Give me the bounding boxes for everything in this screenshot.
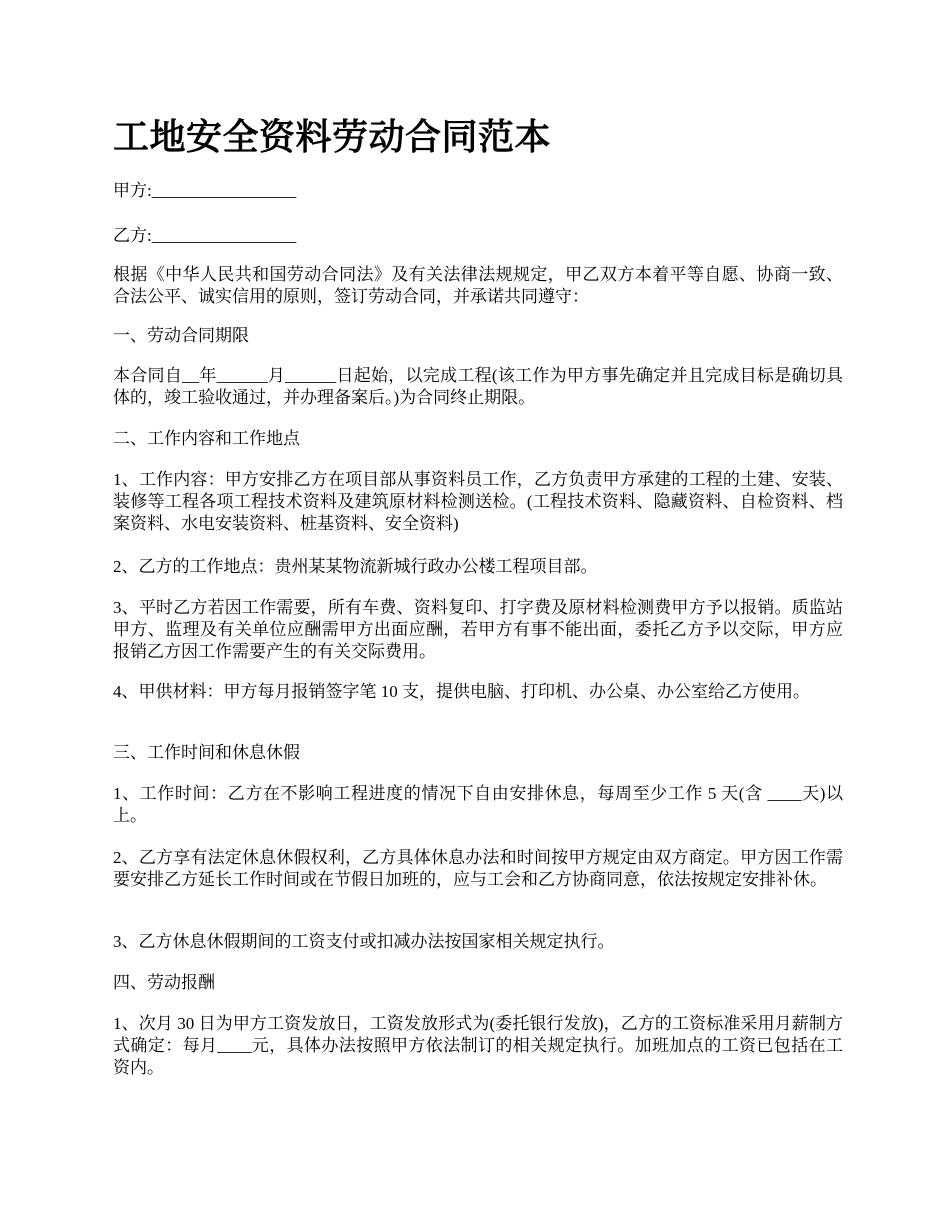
section-paragraph: 4、甲供材料：甲方每月报销签字笔 10 支，提供电脑、打印机、办公桌、办公室给乙方使用。: [113, 682, 810, 701]
section-paragraph: 2、乙方的工作地点：贵州某某物流新城行政办公楼工程项目部。: [113, 557, 598, 576]
section-paragraph: 1、次月 30 日为甲方工资发放日，工资发放形式为(委托银行发放)，乙方的工资标准采用月薪制方式确定：每月____元，具体办法按照甲方依法制订的相关规定执行。加班加点的工资已包括在工资内。: [113, 1014, 843, 1077]
section-heading: 四、劳动报酬: [113, 973, 215, 992]
section-heading: 一、劳动合同期限: [113, 326, 249, 345]
section-paragraph: 1、工作时间：乙方在不影响工程进度的情况下自由安排休息，每周至少工作 5 天(含 ____天)以上。: [113, 784, 843, 825]
section-paragraph: 3、乙方休息休假期间的工资支付或扣减办法按国家相关规定执行。: [113, 932, 615, 951]
section-heading: 三、工作时间和休息休假: [113, 743, 300, 762]
section-heading: 二、工作内容和工作地点: [113, 429, 300, 448]
party-b-line: 乙方:_________________: [113, 226, 297, 245]
section-paragraph: 3、平时乙方若因工作需要，所有车费、资料复印、打字费及原材料检测费甲方予以报销。质监站甲方、监理及有关单位应酬需甲方出面应酬，若甲方有事不能出面，委托乙方予以交际，甲方应报销乙方因工作需要产生的有关交际费用。: [113, 598, 843, 661]
section-paragraph: 本合同自__年______月______日起始，以完成工程(该工作为甲方事先确定并且完成目标是确切具体的，竣工验收通过，并办理备案后。)为合同终止期限。: [113, 366, 843, 407]
section-paragraph: 2、乙方享有法定休息休假权利，乙方具体休息办法和时间按甲方规定由双方商定。甲方因工作需要安排乙方延长工作时间或在节假日加班的，应与工会和乙方协商同意，依法按规定安排补休。: [113, 848, 843, 889]
party-a-line: 甲方:_________________: [113, 181, 297, 200]
intro-paragraph: 根据《中华人民共和国劳动合同法》及有关法律法规规定，甲乙双方本着平等自愿、协商一致、合法公平、诚实信用的原则，签订劳动合同，并承诺共同遵守：: [113, 265, 843, 306]
section-paragraph: 1、工作内容：甲方安排乙方在项目部从事资料员工作，乙方负责甲方承建的工程的土建、安装、装修等工程各项工程技术资料及建筑原材料检测送检。(工程技术资料、隐藏资料、自检资料、档案资料、水电安装资料、桩基资料、安全资料): [113, 470, 843, 533]
document-title: 工地安全资料劳动合同范本: [113, 117, 552, 157]
